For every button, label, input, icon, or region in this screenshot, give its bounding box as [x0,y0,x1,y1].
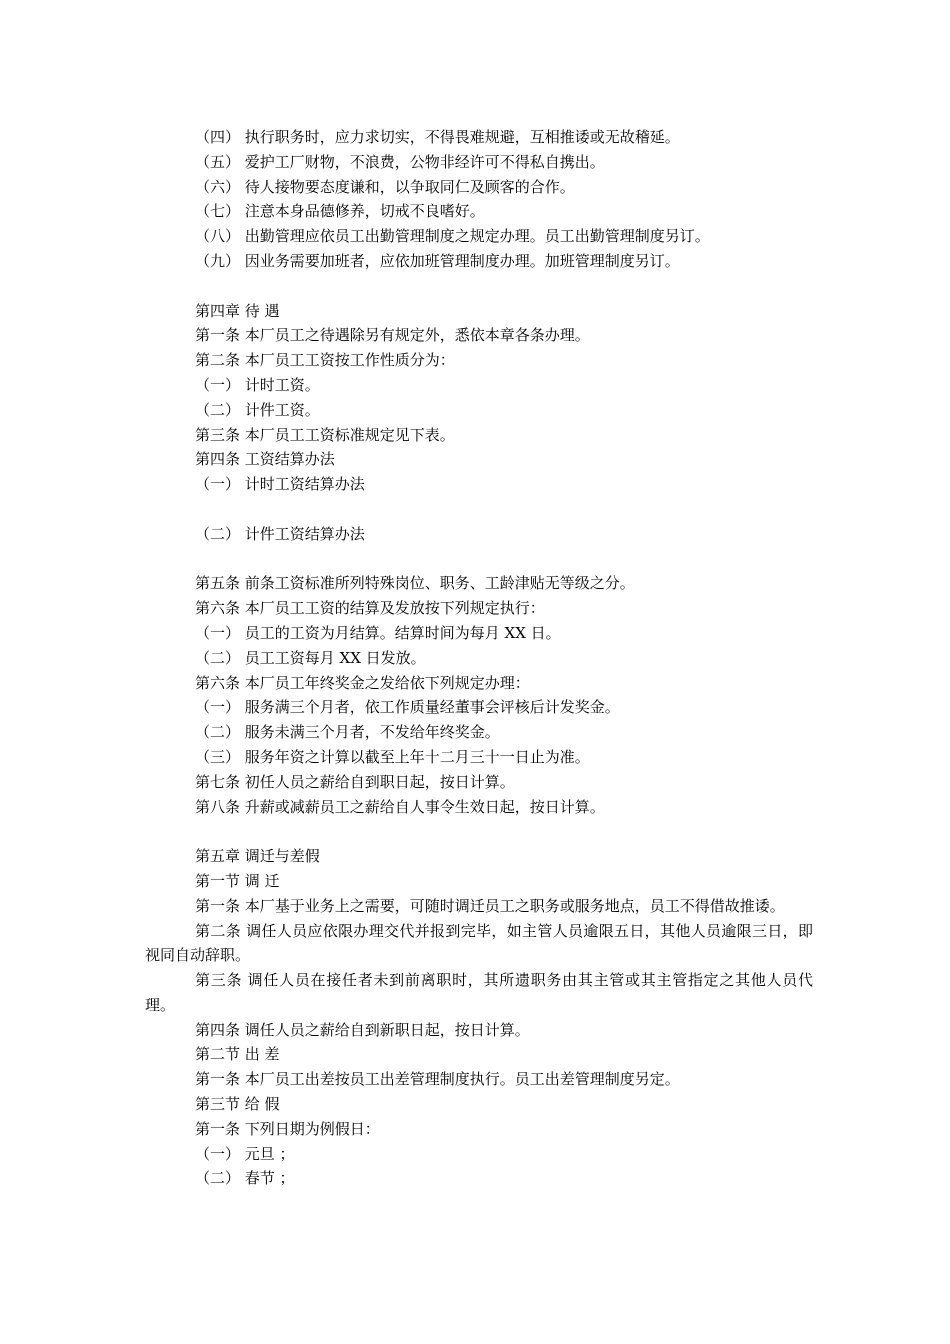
text-line: （五） 爱护工厂财物，不浪费，公物非经许可不得私自携出。 [195,152,605,171]
text-line: 第五条 前条工资标准所列特殊岗位、职务、工龄津贴无等级之分。 [195,574,635,593]
text-line: （一） 计时工资结算办法 [195,475,365,494]
text-line: （七） 注意本身品德修养，切戒不良嗜好。 [195,202,485,221]
text-line: （一） 计时工资。 [195,375,320,394]
text-line: （三） 服务年资之计算以截至上年十二月三十一日止为准。 [195,747,590,766]
text-line: （二） 计件工资结算办法 [195,524,365,543]
blank-line [145,547,813,572]
paragraph: 第一条 本厂基于业务上之需要，可随时调迁员工之职务或服务地点，员工不得借故推诿。 [195,896,785,915]
text-line: （二） 计件工资。 [195,400,320,419]
blank-line [145,497,813,522]
blank-line [145,274,813,299]
text-line: 第二条 本厂员工工资按工作性质分为： [195,351,455,370]
list-item: （一） 元旦 ； [195,1144,295,1163]
section-heading: 第一节 调 迁 [195,871,280,890]
text-line: （八） 出勤管理应依员工出勤管理制度之规定办理。员工出勤管理制度另订。 [195,227,710,246]
chapter-heading: 第四章 待 遇 [195,301,280,320]
text-line: 第四条 工资结算办法 [195,450,335,469]
paragraph: 第三条 调任人员在接任者未到前离职时，其所遗职务由其主管或其主管指定之其他人员代理。 [145,971,813,1014]
text-line: （六） 待人接物要态度谦和，以争取同仁及顾客的合作。 [195,177,575,196]
text-line: （四） 执行职务时，应力求切实，不得畏难规避，互相推诿或无故稽延。 [195,128,680,146]
text-line: 第六条 本厂员工工资的结算及发放按下列规定执行： [195,599,545,618]
text-line: （二） 服务未满三个月者，不发给年终奖金。 [195,723,500,742]
text-line: 第一条 本厂员工出差按员工出差管理制度执行。员工出差管理制度另定。 [195,1070,680,1089]
text-line: 第三条 本厂员工工资标准规定见下表。 [195,425,455,444]
text-line: 第四条 调任人员之薪给自到新职日起，按日计算。 [195,1020,530,1039]
text-line: 第一条 本厂员工之待遇除另有规定外，悉依本章各条办理。 [195,326,590,345]
blank-line [145,819,813,844]
text-line: 第六条 本厂员工年终奖金之发给依下列规定办理： [195,673,530,692]
chapter-heading: 第五章 调迁与差假 [195,847,320,866]
paragraph: 第二条 调任人员应依限办理交代并报到完毕，如主管人员逾限五日，其他人员逾限三日，即视同自动辞职。 [145,921,813,965]
section-heading: 第二节 出 差 [195,1045,280,1064]
text-line: 第八条 升薪或减薪员工之薪给自人事令生效日起，按日计算。 [195,797,605,816]
text-line: （一） 员工的工资为月结算。结算时间为每月 XX 日。 [195,623,561,642]
text-line: （二） 员工工资每月 XX 日发放。 [195,648,426,667]
text-line: 第七条 初任人员之薪给自到职日起，按日计算。 [195,772,515,791]
section-heading: 第三节 给 假 [195,1095,280,1114]
list-item: （二） 春节 ； [195,1169,295,1188]
document-body [145,125,813,1191]
text-line: （一） 服务满三个月者，依工作质量经董事会评核后计发奖金。 [195,698,620,717]
text-line: （九） 因业务需要加班者，应依加班管理制度办理。加班管理制度另订。 [195,251,680,270]
text-line: 第一条 下列日期为例假日： [195,1119,380,1138]
